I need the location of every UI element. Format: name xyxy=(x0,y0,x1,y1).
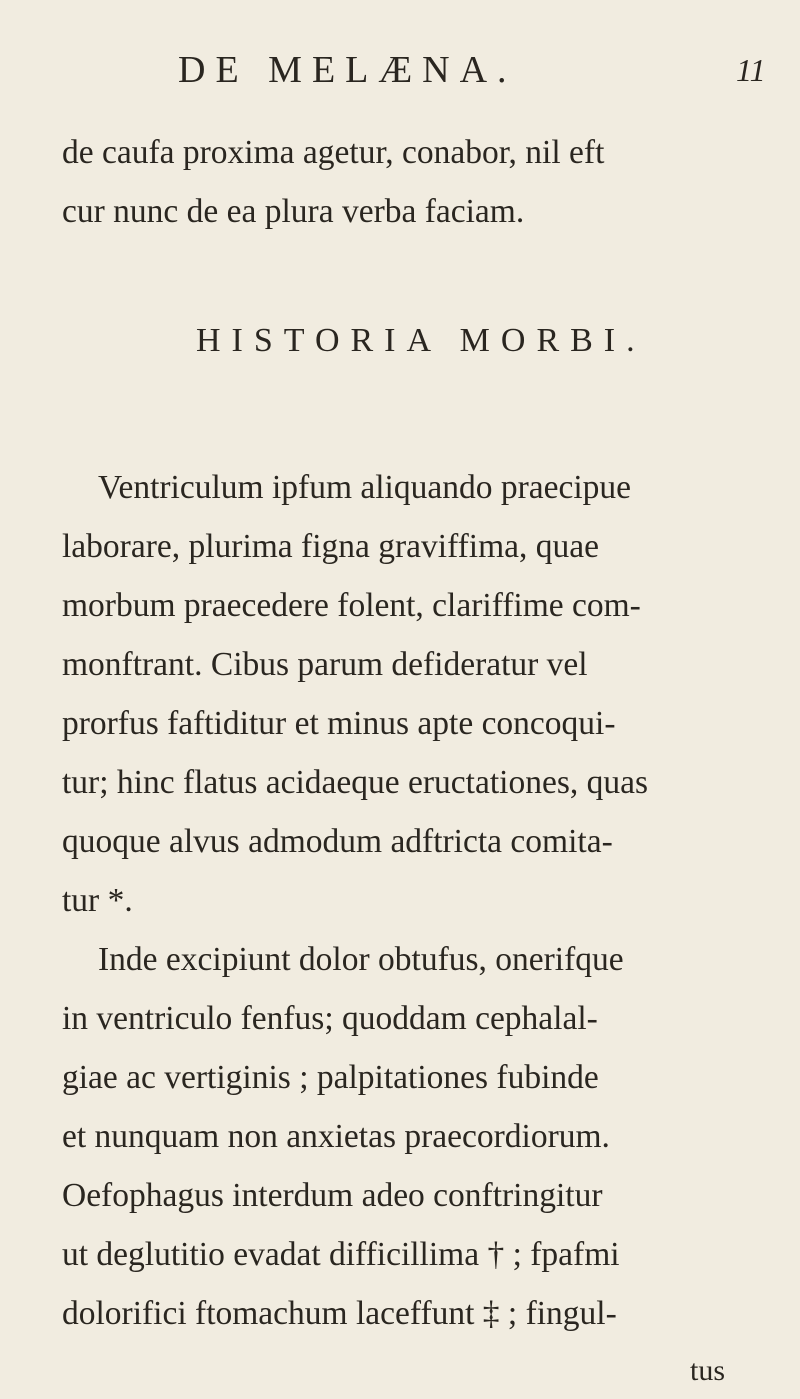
text-line: quoque alvus admodum adftricta comita- xyxy=(62,823,613,860)
page-number: 11 xyxy=(736,52,766,88)
text-line: prorfus faftiditur et minus apte concoqui- xyxy=(62,705,616,742)
text-line: cur nunc de ea plura verba faciam. xyxy=(62,193,525,230)
section-heading: HISTORIA MORBI. xyxy=(196,322,646,359)
text-line: monftrant. Cibus parum defideratur vel xyxy=(62,646,588,683)
text-line: in ventriculo fenfus; quoddam cephalal- xyxy=(62,1000,598,1037)
text-line: morbum praecedere folent, clariffime com- xyxy=(62,587,641,624)
text-line: ut deglutitio evadat difficillima † ; fpafmi xyxy=(62,1236,620,1273)
text-line: dolorifici ftomachum laceffunt ‡ ; fingul- xyxy=(62,1295,617,1332)
text-line: laborare, plurima figna graviffima, quae xyxy=(62,528,600,565)
catchword: tus xyxy=(690,1354,726,1387)
text-line: Oefophagus interdum adeo conftringitur xyxy=(62,1177,603,1214)
text-line: et nunquam non anxietas praecordiorum. xyxy=(62,1118,610,1155)
text-line: de caufa proxima agetur, conabor, nil eft xyxy=(62,134,605,171)
text-line: giae ac vertiginis ; palpitationes fubinde xyxy=(62,1059,599,1096)
running-head xyxy=(0,48,800,98)
text-line: tur *. xyxy=(62,882,133,919)
text-line: tur; hinc flatus acidaeque eructationes, quas xyxy=(62,764,649,801)
running-head-title: DE MELÆNA. xyxy=(178,49,517,91)
text-line: Ventriculum ipfum aliquando praecipue xyxy=(98,469,632,506)
text-line: Inde excipiunt dolor obtufus, onerifque xyxy=(98,941,624,978)
